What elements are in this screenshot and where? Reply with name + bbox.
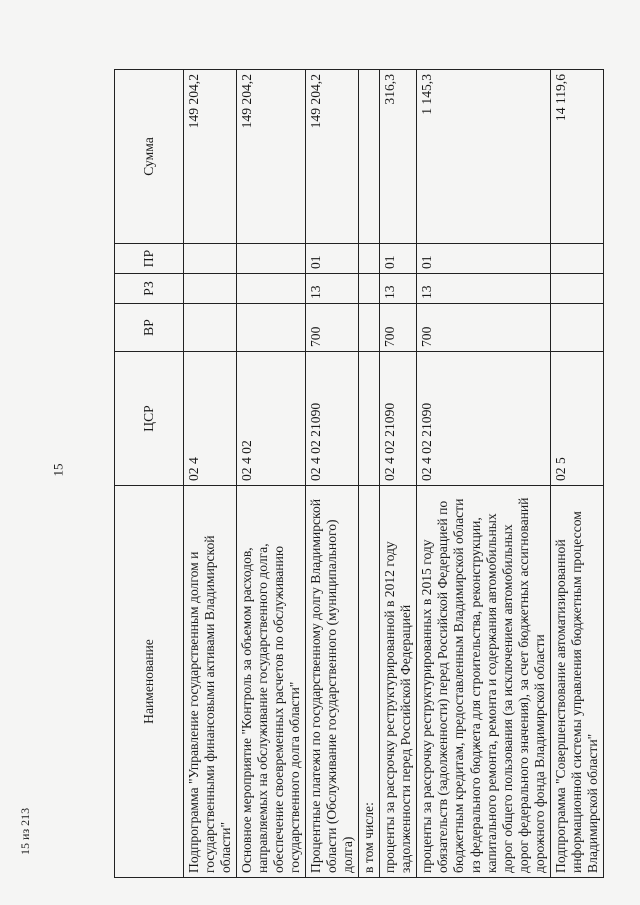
cell-rz xyxy=(359,274,380,304)
cell-sum: 14 119,6 xyxy=(550,70,603,244)
cell-pr: 01 xyxy=(417,244,550,274)
cell-name: проценты за рассрочку реструктурированной в 2012 году задолженности перед Российской Федерацией xyxy=(380,486,417,878)
cell-rz xyxy=(184,274,237,304)
cell-rz: 13 xyxy=(380,274,417,304)
cell-rz xyxy=(550,274,603,304)
cell-sum: 316,3 xyxy=(380,70,417,244)
budget-table xyxy=(114,69,604,878)
header-vr: ВР xyxy=(115,304,184,352)
cell-pr xyxy=(237,244,306,274)
table-row xyxy=(359,70,380,878)
table-row xyxy=(184,70,237,878)
cell-pr: 01 xyxy=(380,244,417,274)
page-number: 15 xyxy=(50,463,66,477)
table-row xyxy=(237,70,306,878)
cell-pr: 01 xyxy=(306,244,359,274)
table-row xyxy=(380,70,417,878)
cell-vr xyxy=(550,304,603,352)
cell-csr xyxy=(359,352,380,486)
cell-csr: 02 4 02 xyxy=(237,352,306,486)
cell-name: Основное мероприятие "Контроль за объемом расходов, направляемых на обслуживание государственного долга, обеспечение своевременных расчетов по обслуживанию государственного долга области" xyxy=(237,486,306,878)
header-csr: ЦСР xyxy=(115,352,184,486)
cell-name: Процентные платежи по государственному долгу Владимирской области (Обслуживание государственного (муниципального) долга) xyxy=(306,486,359,878)
table-row xyxy=(550,70,603,878)
cell-sum: 149 204,2 xyxy=(237,70,306,244)
cell-csr: 02 4 02 21090 xyxy=(380,352,417,486)
cell-csr: 02 4 xyxy=(184,352,237,486)
cell-name: Подпрограмма "Совершенствование автоматизированной информационной системы управления бюджетным процессом Владимирской области" xyxy=(550,486,603,878)
header-pr: ПР xyxy=(115,244,184,274)
table-row xyxy=(417,70,550,878)
cell-sum: 149 204,2 xyxy=(184,70,237,244)
cell-vr: 700 xyxy=(306,304,359,352)
cell-pr xyxy=(184,244,237,274)
table-row xyxy=(306,70,359,878)
cell-csr: 02 4 02 21090 xyxy=(417,352,550,486)
cell-name: Подпрограмма "Управление государственным долгом и государственными финансовыми активами Владимирской области" xyxy=(184,486,237,878)
table-header-row xyxy=(115,70,184,878)
cell-rz: 13 xyxy=(417,274,550,304)
cell-vr xyxy=(184,304,237,352)
cell-rz: 13 xyxy=(306,274,359,304)
cell-sum: 149 204,2 xyxy=(306,70,359,244)
cell-name: проценты за рассрочку реструктурированных в 2015 году обязательств (задолженности) перед Российской Федерацией по бюджетным кредитам, предоставленным Владимирской области из федерального бюджета для строительства, реконструкции, капитального ремонта, ремонта и содержания автомобильных дорог общего пользования (за исключением автомобильных дорог федерального значения), за счет бюджетных ассигнований дорожного фонда Владимирской области xyxy=(417,486,550,878)
cell-rz xyxy=(237,274,306,304)
cell-vr xyxy=(237,304,306,352)
cell-csr: 02 4 02 21090 xyxy=(306,352,359,486)
cell-sum xyxy=(359,70,380,244)
cell-name: в том числе: xyxy=(359,486,380,878)
budget-table-rotated xyxy=(114,70,600,878)
cell-csr: 02 5 xyxy=(550,352,603,486)
header-sum: Сумма xyxy=(115,70,184,244)
cell-vr: 700 xyxy=(417,304,550,352)
cell-vr xyxy=(359,304,380,352)
cell-sum: 1 145,3 xyxy=(417,70,550,244)
header-rz: РЗ xyxy=(115,274,184,304)
page-counter: 15 из 213 xyxy=(18,807,32,855)
cell-vr: 700 xyxy=(380,304,417,352)
cell-pr xyxy=(550,244,603,274)
cell-pr xyxy=(359,244,380,274)
header-name: Наименование xyxy=(115,486,184,878)
